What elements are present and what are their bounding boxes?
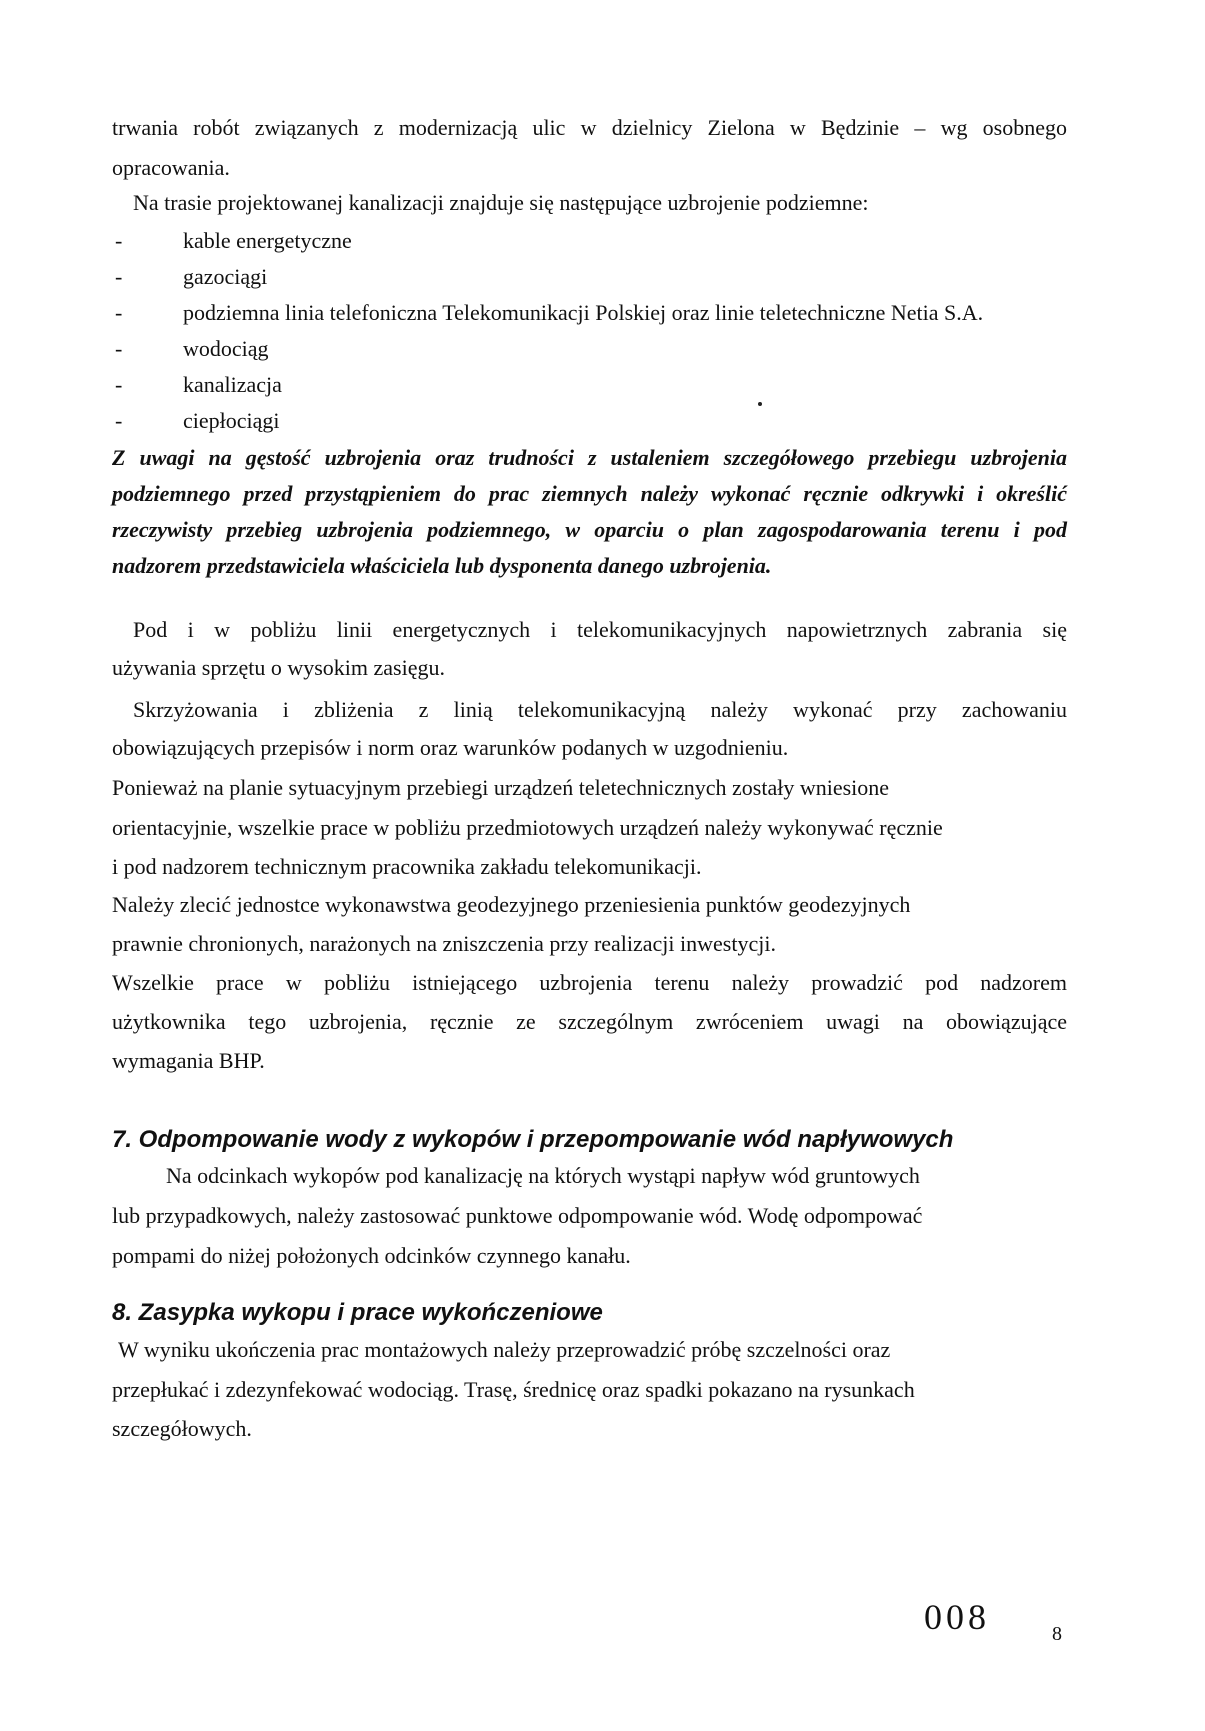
list-bullet: -: [115, 372, 123, 397]
paragraph-line: W wyniku ukończenia prac montażowych należy przeprowadzić próbę szczelności oraz: [118, 1337, 891, 1362]
paragraph-line: prawnie chronionych, narażonych na zniszczenia przy realizacji inwestycji.: [112, 931, 776, 956]
scan-speck: [758, 402, 762, 406]
warning-line: nadzorem przedstawiciela właściciela lub dysponenta danego uzbrojenia.: [112, 553, 772, 578]
paragraph-line: i pod nadzorem technicznym pracownika zakładu telekomunikacji.: [112, 854, 702, 879]
warning-line: Z uwagi na gęstość uzbrojenia oraz trudności z ustaleniem szczegółowego przebiegu uzbrojenia: [112, 445, 1067, 470]
list-item: podziemna linia telefoniczna Telekomunikacji Polskiej oraz linie teletechniczne Netia S.A.: [183, 300, 984, 325]
page-number: 8: [1052, 1623, 1062, 1645]
paragraph-line: Na odcinkach wykopów pod kanalizację na których wystąpi napływ wód gruntowych: [166, 1163, 920, 1188]
paragraph-line: lub przypadkowych, należy zastosować punktowe odpompowanie wód. Wodę odpompować: [112, 1203, 923, 1228]
paragraph-line: użytkownika tego uzbrojenia, ręcznie ze szczególnym zwróceniem uwagi na obowiązujące: [112, 1009, 1067, 1034]
section-7-heading: 7. Odpompowanie wody z wykopów i przepompowanie wód napływowych: [112, 1126, 954, 1153]
section-8-heading: 8. Zasypka wykopu i prace wykończeniowe: [112, 1299, 603, 1326]
list-item: gazociągi: [183, 264, 268, 289]
warning-line: rzeczywisty przebieg uzbrojenia podziemnego, w oparciu o plan zagospodarowania terenu i pod: [112, 517, 1067, 542]
paragraph-line: Należy zlecić jednostce wykonawstwa geodezyjnego przeniesienia punktów geodezyjnych: [112, 892, 911, 917]
list-bullet: -: [115, 228, 123, 253]
paragraph-line: Skrzyżowania i zbliżenia z linią telekomunikacyjną należy wykonać przy zachowaniu: [133, 697, 1067, 722]
list-bullet: -: [115, 264, 123, 289]
paragraph-line: orientacyjnie, wszelkie prace w pobliżu przedmiotowych urządzeń należy wykonywać ręcznie: [112, 815, 943, 840]
paragraph-line: przepłukać i zdezynfekować wodociąg. Trasę, średnicę oraz spadki pokazano na rysunkach: [112, 1377, 915, 1402]
list-bullet: -: [115, 336, 123, 361]
list-item: kable energetyczne: [183, 228, 352, 253]
list-item: wodociąg: [183, 336, 269, 361]
paragraph-line: szczegółowych.: [112, 1416, 252, 1441]
handwritten-stamp-number: 008: [924, 1597, 990, 1637]
list-item: kanalizacja: [183, 372, 282, 397]
paragraph-line: Ponieważ na planie sytuacyjnym przebiegi urządzeń teletechnicznych zostały wniesione: [112, 775, 890, 800]
intro-line-2: opracowania.: [112, 155, 230, 180]
paragraph-line: używania sprzętu o wysokim zasięgu.: [112, 655, 445, 680]
list-bullet: -: [115, 300, 123, 325]
list-bullet: -: [115, 408, 123, 433]
paragraph-line: obowiązujących przepisów i norm oraz warunków podanych w uzgodnieniu.: [112, 735, 789, 760]
intro-line-1: trwania robót związanych z modernizacją ulic w dzielnicy Zielona w Będzinie – wg osobnego: [112, 115, 1067, 140]
warning-line: podziemnego przed przystąpieniem do prac ziemnych należy wykonać ręcznie odkrywki i określić: [112, 481, 1067, 506]
paragraph-line: pompami do niżej położonych odcinków czynnego kanału.: [112, 1243, 631, 1268]
utilities-heading: Na trasie projektowanej kanalizacji znajduje się następujące uzbrojenie podziemne:: [133, 190, 869, 215]
paragraph-line: wymagania BHP.: [112, 1048, 265, 1073]
list-item: ciepłociągi: [183, 408, 280, 433]
paragraph-line: Pod i w pobliżu linii energetycznych i telekomunikacyjnych napowietrznych zabrania się: [133, 617, 1067, 642]
paragraph-line: Wszelkie prace w pobliżu istniejącego uzbrojenia terenu należy prowadzić pod nadzorem: [112, 970, 1067, 995]
